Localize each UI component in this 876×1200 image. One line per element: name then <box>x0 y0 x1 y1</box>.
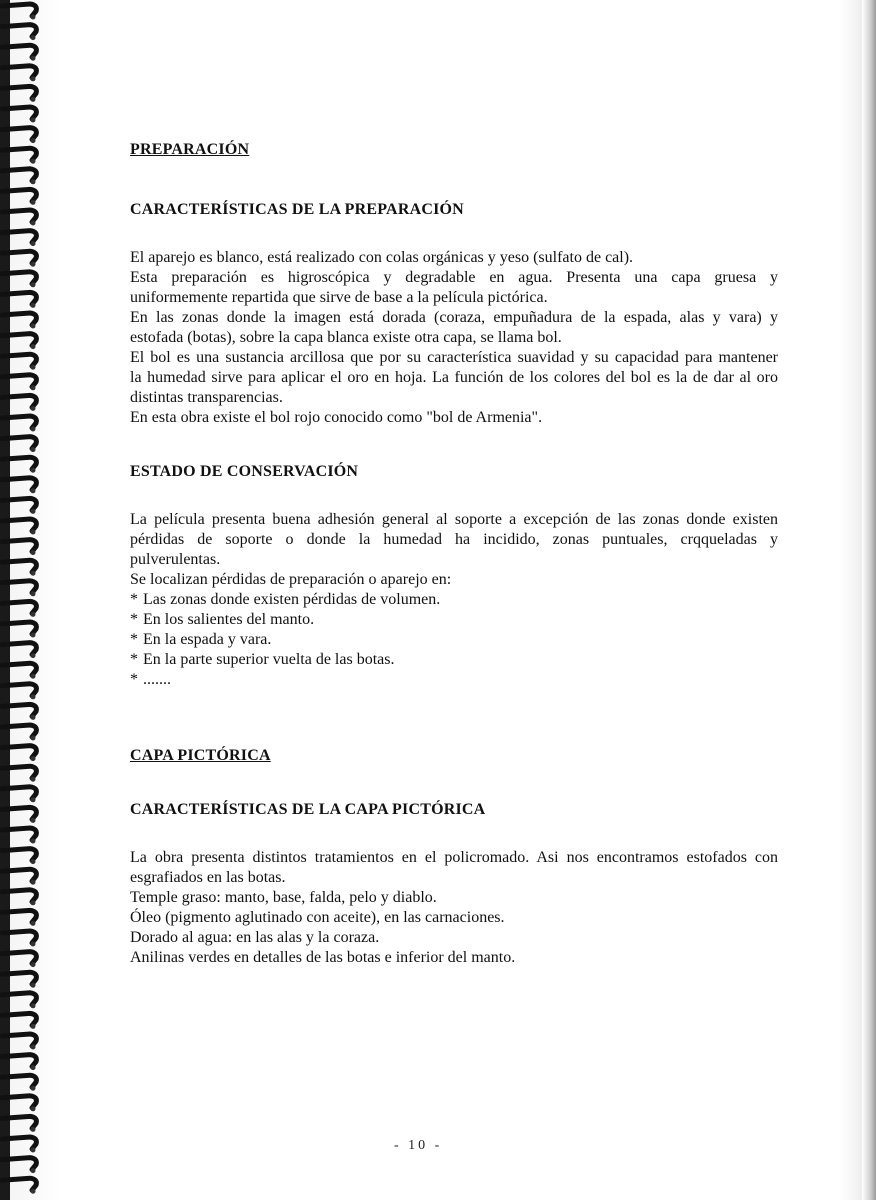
text-line: Dorado al agua: en las alas y la coraza. <box>130 929 380 946</box>
page-number: - 10 - <box>394 1138 443 1153</box>
paragraph-capa-pictorica <box>130 848 778 968</box>
list-item-text: En los salientes del manto. <box>143 611 315 628</box>
text-line: esgrafiados en las botas. <box>130 869 286 886</box>
punch-hole <box>31 200 36 205</box>
list-item <box>130 590 778 610</box>
paragraph-estado-conservacion <box>130 510 778 590</box>
punch-hole <box>31 839 36 844</box>
list-item <box>130 610 778 630</box>
punch-hole <box>31 674 36 679</box>
punch-hole <box>31 612 36 617</box>
text-line: Se localizan pérdidas de preparación o aparejo en: <box>130 571 452 588</box>
text-line: Anilinas verdes en detalles de las botas e inferior del manto. <box>130 949 516 966</box>
punch-hole <box>31 962 36 967</box>
punch-hole <box>31 447 36 452</box>
punch-hole <box>31 797 36 802</box>
punch-hole <box>31 1045 36 1050</box>
list-item-text: En la espada y vara. <box>143 631 272 648</box>
bullet-marker: * <box>130 651 138 668</box>
punch-hole <box>31 900 36 905</box>
punch-hole <box>31 736 36 741</box>
text-line: Óleo (pigmento aglutinado con aceite), en las carnaciones. <box>130 909 505 926</box>
heading-capa-pictorica: CAPA PICTÓRICA <box>130 747 271 764</box>
bullet-marker: * <box>130 671 138 688</box>
punch-hole <box>31 633 36 638</box>
punch-hole <box>31 694 36 699</box>
punch-hole <box>31 550 36 555</box>
text-line: La película presenta buena adhesión general al soporte a excepción de las zonas donde existen <box>130 511 778 528</box>
text-line: El aparejo es blanco, está realizado con colas orgánicas y yeso (sulfato de cal). <box>130 249 634 266</box>
punch-hole <box>31 324 36 329</box>
punch-hole <box>31 303 36 308</box>
punch-hole <box>31 365 36 370</box>
punch-hole <box>31 777 36 782</box>
page-content <box>130 140 778 968</box>
list-item-text: Las zonas donde existen pérdidas de volumen. <box>143 591 441 608</box>
punch-hole <box>31 1024 36 1029</box>
punch-hole <box>31 983 36 988</box>
text-line: la humedad sirve para aplicar el oro en hoja. La función de los colores del bol es la de dar al oro <box>130 369 778 386</box>
bullet-marker: * <box>130 611 138 628</box>
list-item-text: En la parte superior vuelta de las botas. <box>143 651 395 668</box>
punch-hole <box>31 468 36 473</box>
punch-hole <box>31 406 36 411</box>
punch-hole <box>31 571 36 576</box>
punch-hole <box>31 591 36 596</box>
paragraph-preparacion <box>130 248 778 428</box>
heading-preparacion: PREPARACIÓN <box>130 141 250 158</box>
punch-hole <box>31 715 36 720</box>
bullet-list-perdidas <box>130 590 778 690</box>
punch-hole <box>31 15 36 20</box>
text-line: En esta obra existe el bol rojo conocido como "bol de Armenia". <box>130 409 543 426</box>
punch-hole <box>31 427 36 432</box>
punch-hole <box>31 282 36 287</box>
punch-hole <box>31 118 36 123</box>
punch-hole <box>31 97 36 102</box>
punch-hole <box>31 221 36 226</box>
punch-hole <box>31 859 36 864</box>
text-line: En las zonas donde la imagen está dorada (coraza, empuñadura de la espada, alas y vara) y <box>130 309 778 326</box>
subheading-caracteristicas-capa-pictorica: CARACTERÍSTICAS DE LA CAPA PICTÓRICA <box>130 801 486 818</box>
text-line: uniformemente repartida que sirve de base a la película pictórica. <box>130 289 548 306</box>
text-line: estofada (botas), sobre la capa blanca existe otra capa, se llama bol. <box>130 329 562 346</box>
punch-hole <box>31 344 36 349</box>
text-line: La obra presenta distintos tratamientos en el policromado. Asi nos encontramos estofados con <box>130 849 778 866</box>
bullet-marker: * <box>130 631 138 648</box>
bullet-marker: * <box>130 591 138 608</box>
punch-hole <box>31 1003 36 1008</box>
punch-hole <box>31 35 36 40</box>
spiral-binding <box>0 0 46 1200</box>
punch-hole <box>31 138 36 143</box>
punch-hole <box>31 942 36 947</box>
punch-hole <box>31 921 36 926</box>
punch-hole <box>31 756 36 761</box>
punch-hole <box>31 1168 36 1173</box>
punch-hole <box>31 1065 36 1070</box>
punch-hole <box>31 1148 36 1153</box>
punch-hole <box>31 488 36 493</box>
list-item-text: ....... <box>143 671 171 688</box>
punch-hole <box>31 179 36 184</box>
punch-hole <box>31 385 36 390</box>
subheading-estado-conservacion: ESTADO DE CONSERVACIÓN <box>130 463 359 480</box>
subheading-caracteristicas-preparacion: CARACTERÍSTICAS DE LA PREPARACIÓN <box>130 201 464 218</box>
text-line: Esta preparación es higroscópica y degradable en agua. Presenta una capa gruesa y <box>130 269 778 286</box>
text-line: Temple graso: manto, base, falda, pelo y diablo. <box>130 889 437 906</box>
list-item <box>130 650 778 670</box>
punch-hole <box>31 1086 36 1091</box>
punch-hole <box>31 653 36 658</box>
binding-strip <box>0 0 10 1200</box>
punch-hole <box>31 530 36 535</box>
page-edge-shadow <box>862 0 876 1200</box>
punch-hole <box>31 1189 36 1194</box>
punch-hole <box>31 509 36 514</box>
text-line: El bol es una sustancia arcillosa que por su característica suavidad y su capacidad para mantener <box>130 349 778 366</box>
text-line: pérdidas de soporte o donde la humedad ha incidido, zonas puntuales, crqqueladas y <box>130 531 778 548</box>
punch-hole <box>31 818 36 823</box>
text-line: pulverulentas. <box>130 551 221 568</box>
punch-hole <box>31 241 36 246</box>
punch-hole <box>31 76 36 81</box>
punch-hole <box>31 262 36 267</box>
punch-hole <box>31 1127 36 1132</box>
punch-hole <box>31 159 36 164</box>
list-item <box>130 670 778 690</box>
punch-hole <box>31 880 36 885</box>
punch-hole <box>31 1106 36 1111</box>
list-item <box>130 630 778 650</box>
text-line: distintas transparencias. <box>130 389 283 406</box>
punch-hole <box>31 56 36 61</box>
